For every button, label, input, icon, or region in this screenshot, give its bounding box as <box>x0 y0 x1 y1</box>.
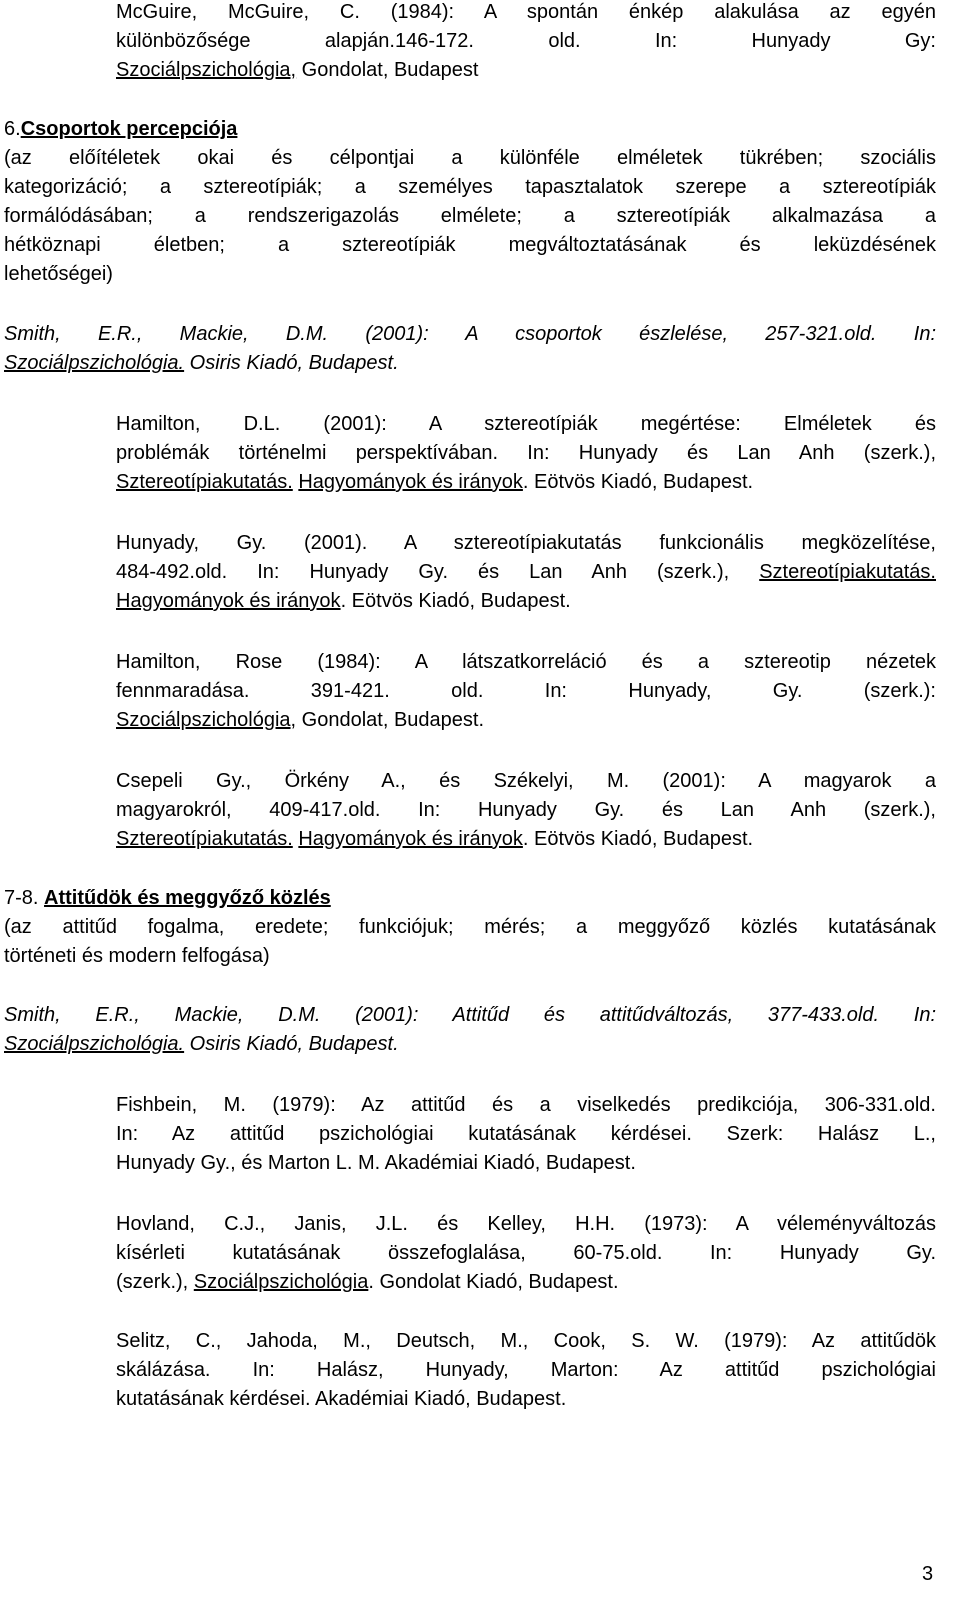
section-number: 7-8. <box>4 887 45 909</box>
reference-line: Hamilton, D.L. (2001): A sztereotípiák megértése: Elméletek és <box>116 413 936 435</box>
reference-line: McGuire, McGuire, C. (1984): A spontán énkép alakulása az egyén <box>116 1 936 23</box>
reference-line: különbözősége alapján.146-172. old. In: Hunyady Gy: <box>116 30 936 52</box>
reference-hamilton-dl <box>116 410 936 497</box>
book-subtitle: Hagyományok és irányok <box>116 590 341 612</box>
reference-line <box>116 468 936 497</box>
reference-hovland <box>116 1210 936 1297</box>
publisher: , Gondolat, Budapest. <box>290 709 485 731</box>
reference-line <box>116 825 936 854</box>
reference-line: fennmaradása. 391-421. old. In: Hunyady, Gy. (szerk.): <box>116 680 936 702</box>
description-line: lehetőségei) <box>4 263 113 285</box>
publisher: . Eötvös Kiadó, Budapest. <box>522 471 754 493</box>
section-6-description <box>4 144 936 289</box>
book-title: Sztereotípiakutatás. <box>116 828 293 850</box>
description-line: kategorizáció; a sztereotípiák; a személyes tapasztalatok szerepe a sztereotípiák <box>4 176 936 198</box>
reference-line: Csepeli Gy., Örkény A., és Székelyi, M. (2001): A magyarok a <box>116 770 936 792</box>
book-title: Szociálpszichológia, <box>116 59 297 81</box>
section-7-8-heading <box>4 884 936 913</box>
description-line: (az attitűd fogalma, eredete; funkciójuk; mérés; a meggyőző közlés kutatásának <box>4 916 936 938</box>
book-subtitle: Hagyományok és irányok <box>298 471 523 493</box>
reference-hamilton-rose <box>116 648 936 735</box>
reference-line <box>4 1030 936 1059</box>
reference-line: Hunyady, Gy. (2001). A sztereotípiakutatás funkcionális megközelítése, <box>116 532 936 554</box>
reference-line: Smith, E.R., Mackie, D.M. (2001): Attitűd és attitűdváltozás, 377-433.old. In: <box>4 1004 936 1026</box>
reference-fishbein <box>116 1091 936 1178</box>
section-7-8-description <box>4 913 936 971</box>
publisher: . Gondolat Kiadó, Budapest. <box>368 1271 619 1293</box>
reference-line: problémák történelmi perspektívában. In: Hunyady és Lan Anh (szerk.), <box>116 442 936 464</box>
publisher: Osiris Kiadó, Budapest. <box>184 352 399 374</box>
reference-csepeli <box>116 767 936 854</box>
publisher: Osiris Kiadó, Budapest. <box>184 1033 399 1055</box>
reference-line: (szerk.), Szociálpszichológia. Gondolat Kiadó, Budapest. <box>116 1271 619 1293</box>
section-6-main-reference <box>4 320 936 378</box>
reference-line: Hunyady Gy., és Marton L. M. Akadémiai Kiadó, Budapest. <box>116 1152 636 1174</box>
book-title: Szociálpszichológia. <box>4 1033 185 1055</box>
reference-line: In: Az attitűd pszichológiai kutatásának kérdései. Szerk: Halász L., <box>116 1123 936 1145</box>
reference-line: kísérleti kutatásának összefoglalása, 60-75.old. In: Hunyady Gy. <box>116 1242 936 1264</box>
reference-line <box>116 706 936 735</box>
page-number: 3 <box>922 1563 934 1585</box>
book-title: Szociálpszichológia. <box>4 352 185 374</box>
reference-line: Hovland, C.J., Janis, J.L. és Kelley, H.H. (1973): A véleményváltozás <box>116 1213 936 1235</box>
reference-line: Selitz, C., Jahoda, M., Deutsch, M., Cook, S. W. (1979): Az attitűdök <box>116 1330 936 1352</box>
reference-line <box>116 587 936 616</box>
book-title: Sztereotípiakutatás. <box>116 471 293 493</box>
reference-line: Smith, E.R., Mackie, D.M. (2001): A csoportok észlelése, 257-321.old. In: <box>4 323 936 345</box>
reference-line: Hamilton, Rose (1984): A látszatkorreláció és a sztereotip nézetek <box>116 651 936 673</box>
description-line: történeti és modern felfogása) <box>4 945 270 967</box>
book-subtitle: Hagyományok és irányok <box>298 828 523 850</box>
reference-hunyady <box>116 529 936 616</box>
section-title: Attitűdök és meggyőző közlés <box>44 887 331 909</box>
section-6-heading <box>4 115 936 144</box>
reference-selitz <box>116 1327 936 1414</box>
reference-line: skálázása. In: Halász, Hunyady, Marton: Az attitűd pszichológiai <box>116 1359 936 1381</box>
book-title: Sztereotípiakutatás. <box>759 561 936 583</box>
description-line: formálódásában; a rendszerigazolás elmélete; a sztereotípiák alkalmazása a <box>4 205 936 227</box>
reference-line: Fishbein, M. (1979): Az attitűd és a viselkedés predikciója, 306-331.old. <box>116 1094 936 1116</box>
publisher: . Eötvös Kiadó, Budapest. <box>340 590 571 612</box>
reference-line: kutatásának kérdései. Akadémiai Kiadó, Budapest. <box>116 1388 567 1410</box>
description-line: (az előítéletek okai és célpontjai a különféle elméletek tükrében; szociális <box>4 147 936 169</box>
section-title: Csoportok percepciója <box>20 118 238 140</box>
reference-mcguire <box>116 0 936 85</box>
publisher: Gondolat, Budapest <box>296 59 479 81</box>
book-title: Szociálpszichológia <box>193 1271 369 1293</box>
reference-line <box>116 56 936 85</box>
book-title: Szociálpszichológia <box>116 709 291 731</box>
section-7-8-main-reference <box>4 1001 936 1059</box>
reference-line <box>4 349 936 378</box>
reference-line: magyarokról, 409-417.old. In: Hunyady Gy. és Lan Anh (szerk.), <box>116 799 936 821</box>
reference-line: 484-492.old. In: Hunyady Gy. és Lan Anh (szerk.), Sztereotípiakutatás. <box>116 561 936 583</box>
section-number: 6. <box>4 118 21 140</box>
description-line: hétköznapi életben; a sztereotípiák megváltoztatásának és leküzdésének <box>4 234 936 256</box>
publisher: . Eötvös Kiadó, Budapest. <box>522 828 754 850</box>
